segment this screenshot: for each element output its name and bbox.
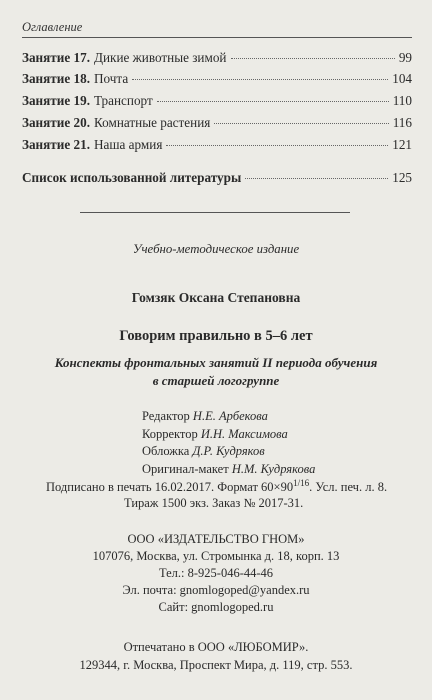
book-subtitle-line2: в старшей логогруппе xyxy=(152,373,280,388)
credit-person: Н.М. Кудрякова xyxy=(231,461,316,476)
publisher-website: Сайт: gnomlogoped.ru xyxy=(158,600,274,614)
credit-person: Д.Р. Кудряков xyxy=(192,444,265,458)
toc-row xyxy=(22,71,412,87)
publisher-phone: Тел.: 8-925-046-44-46 xyxy=(158,566,274,580)
publisher-address: 107076, Москва, ул. Стромынка д. 18, корп. 13 xyxy=(92,549,340,563)
toc-page-number: 116 xyxy=(392,115,412,130)
format-fraction: 1/16 xyxy=(293,478,310,488)
toc-leader-dots xyxy=(231,58,395,59)
toc-lesson-number: Занятие 21. xyxy=(22,137,90,152)
credit-role: Редактор xyxy=(142,409,190,423)
printer-address: 129344, г. Москва, Проспект Мира, д. 119, стр. 553. xyxy=(79,658,353,672)
toc-lesson-title: Транспорт xyxy=(94,93,153,108)
toc-lesson-number: Занятие 18. xyxy=(22,71,90,86)
credit-person: И.Н. Максимова xyxy=(200,426,288,441)
toc-leader-dots xyxy=(132,79,388,80)
toc-lesson-number: Занятие 19. xyxy=(22,93,90,108)
toc-bibliography-title: Список использованной литературы xyxy=(22,170,242,185)
section-divider xyxy=(80,212,350,213)
book-subtitle-line1: Конспекты фронтальных занятий II периода обучения xyxy=(54,355,378,370)
toc-row xyxy=(22,50,412,66)
toc-page-number: 110 xyxy=(392,93,412,108)
toc-leader-dots xyxy=(166,145,388,146)
toc-lesson-number: Занятие 17. xyxy=(22,50,90,65)
toc-lesson-title: Почта xyxy=(94,71,129,86)
toc-lesson-title: Комнатные растения xyxy=(94,115,211,130)
toc-leader-dots xyxy=(245,178,388,179)
credit-person: Н.Е. Арбекова xyxy=(192,409,268,423)
book-title: Говорим правильно в 5–6 лет xyxy=(119,328,313,344)
running-header: Оглавление xyxy=(22,20,83,34)
edition-type: Учебно-методическое издание xyxy=(132,242,300,256)
credit-role: Корректор xyxy=(142,426,198,441)
print-details-line2: Тираж 1500 экз. Заказ № 2017-31. xyxy=(124,496,304,510)
credit-role: Оригинал-макет xyxy=(142,461,229,476)
toc-row xyxy=(22,137,412,153)
toc-leader-dots xyxy=(214,123,388,124)
credit-line xyxy=(142,461,315,479)
toc-row xyxy=(22,115,412,131)
toc-page-number: 99 xyxy=(398,50,412,65)
toc-lesson-title: Дикие животные зимой xyxy=(94,50,227,65)
toc-page-number: 104 xyxy=(392,71,412,86)
publisher-name: ООО «ИЗДАТЕЛЬСТВО ГНОМ» xyxy=(127,532,305,546)
credit-line xyxy=(142,426,315,444)
toc-lesson-title: Наша армия xyxy=(94,137,163,152)
toc-row xyxy=(22,93,412,109)
toc-lesson-number: Занятие 20. xyxy=(22,115,90,130)
credit-line xyxy=(142,443,315,461)
toc-page-number: 125 xyxy=(392,170,412,185)
toc-leader-dots xyxy=(157,101,389,102)
credits-block xyxy=(142,408,315,478)
credit-role: Обложка xyxy=(142,444,190,458)
toc-bibliography-row xyxy=(22,170,412,186)
print-details-text: . Усл. печ. л. 8. xyxy=(309,480,388,495)
credit-line xyxy=(142,408,315,426)
author-name: Гомзяк Оксана Степановна xyxy=(131,290,301,305)
toc-page-number: 121 xyxy=(392,137,412,152)
publisher-email: Эл. почта: gnomlogoped@yandex.ru xyxy=(122,583,310,597)
printer-name: Отпечатано в ООО «ЛЮБОМИР». xyxy=(123,640,309,654)
header-rule xyxy=(22,37,412,38)
print-details-line1 xyxy=(46,478,387,495)
print-details-text: Подписано в печать 16.02.2017. Формат 60×90 xyxy=(46,480,294,495)
